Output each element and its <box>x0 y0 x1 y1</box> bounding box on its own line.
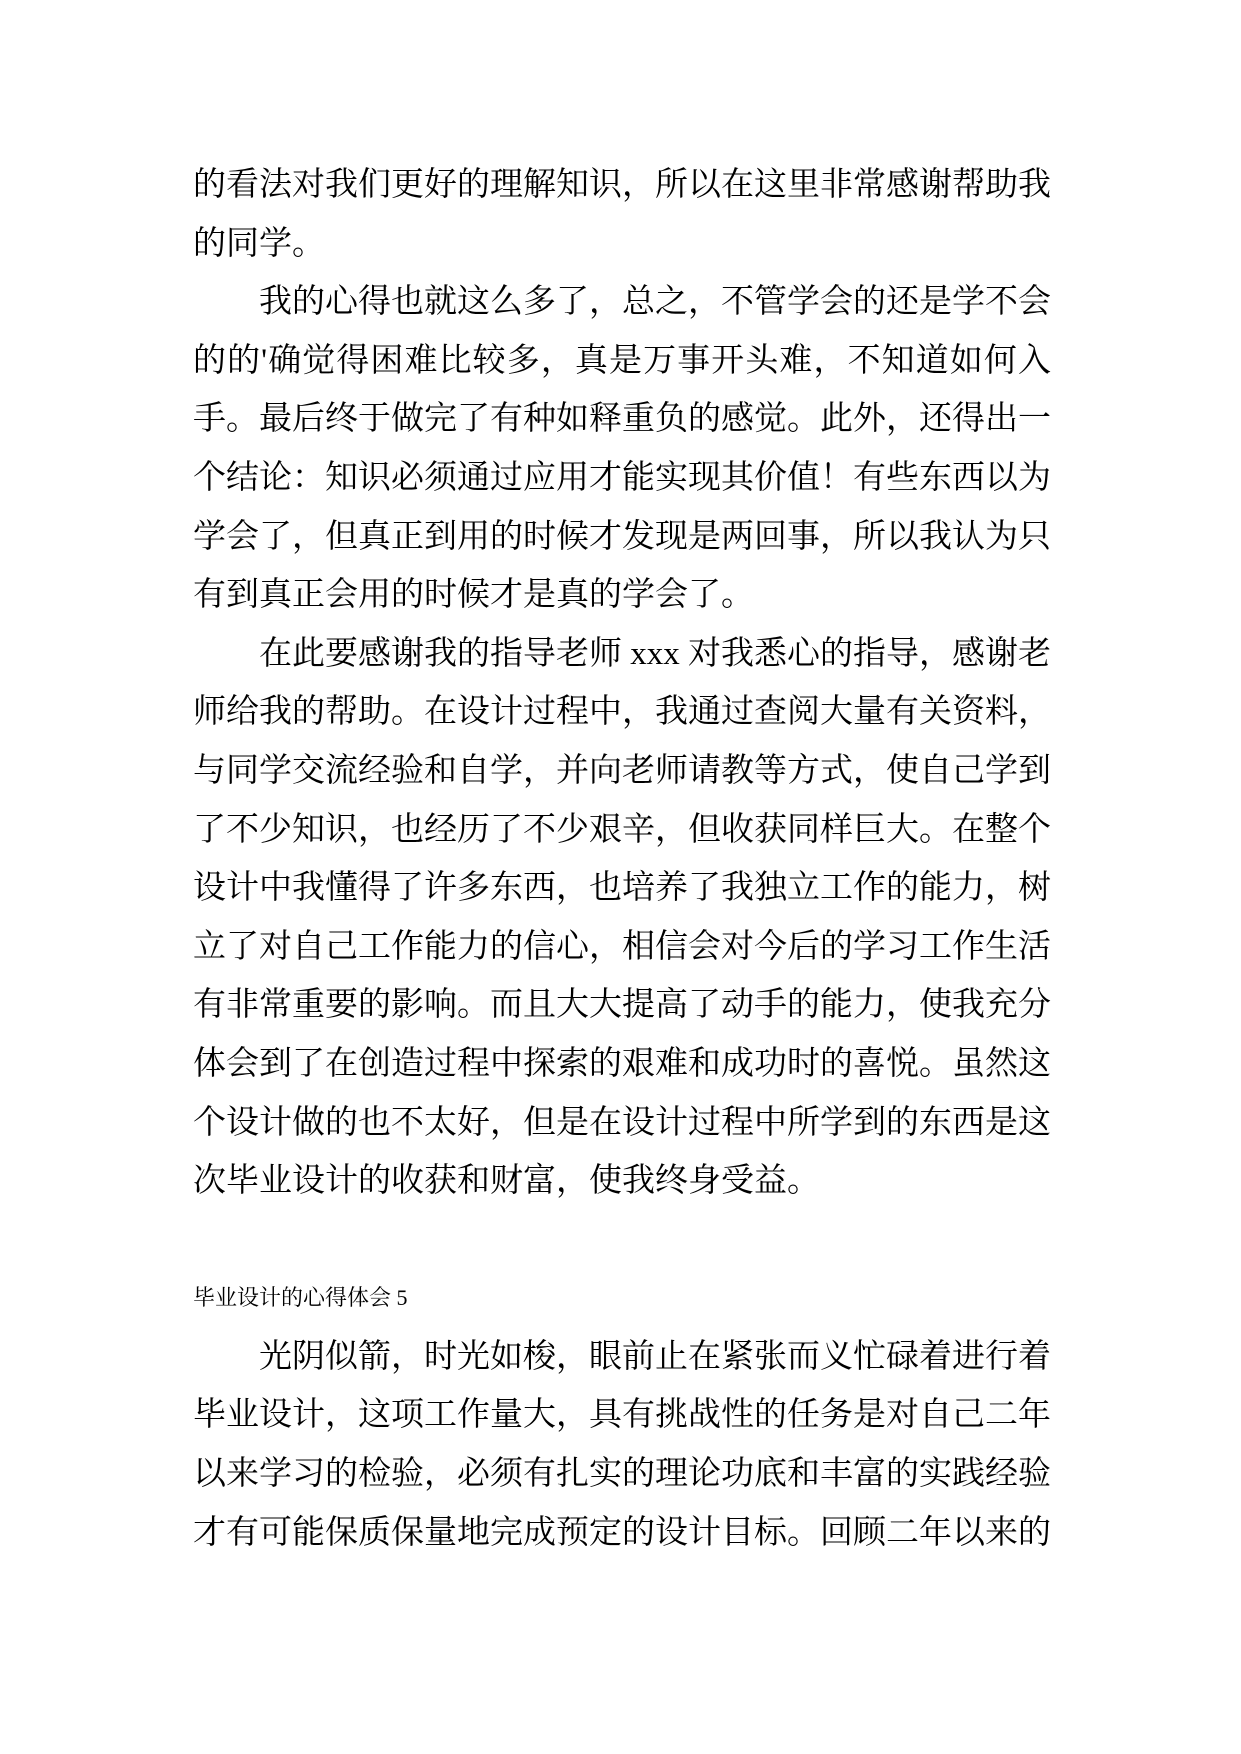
paragraph-line: 了不少知识，也经历了不少艰辛，但收获同样巨大。在整个 <box>193 811 1051 848</box>
paragraph-line: 的同学。 <box>193 225 325 262</box>
paragraph <box>193 156 1051 273</box>
section <box>193 1269 1051 1562</box>
section <box>193 156 1051 1211</box>
paragraph-line: 光阴似箭，时光如梭，眼前止在紧张而义忙碌着进行着 <box>259 1338 1051 1375</box>
paragraph-line: 手。最后终于做完了有种如释重负的感觉。此外，还得出一 <box>193 401 1051 438</box>
paragraph-line: 我的心得也就这么多了，总之，不管学会的还是学不会 <box>259 284 1051 321</box>
paragraph-line: 的的'确觉得困难比较多，真是万事开头难，不知道如何入 <box>193 342 1051 379</box>
paragraph-line: 才有可能保质保量地完成预定的设计目标。回顾二年以来的 <box>193 1514 1051 1551</box>
paragraph <box>193 1328 1051 1562</box>
blank-line <box>193 1211 1051 1270</box>
paragraph-line: 以来学习的检验，必须有扎实的理论功底和丰富的实践经验 <box>193 1456 1051 1493</box>
paragraph <box>193 273 1051 625</box>
paragraph-line: 有到真正会用的时候才是真的学会了。 <box>193 577 754 614</box>
paragraph-line: 毕业设计，这项工作量大，具有挑战性的任务是对自己二年 <box>193 1397 1051 1434</box>
paragraph-line: 个结论：知识必须通过应用才能实现其价值！有些东西以为 <box>193 459 1051 496</box>
section-heading: 毕业设计的心得体会 5 <box>193 1285 408 1311</box>
paragraph-line: 次毕业设计的收获和财富，使我终身受益。 <box>193 1163 820 1200</box>
paragraph-line: 在此要感谢我的指导老师 xxx 对我悉心的指导，感谢老 <box>259 635 1051 672</box>
paragraph-line: 有非常重要的影响。而且大大提高了动手的能力，使我充分 <box>193 987 1051 1024</box>
paragraph-line: 的看法对我们更好的理解知识，所以在这里非常感谢帮助我 <box>193 167 1051 203</box>
paragraph-line: 体会到了在创造过程中探索的艰难和成功时的喜悦。虽然这 <box>193 1045 1051 1082</box>
document-body <box>193 156 1051 1562</box>
paragraph-line: 个设计做的也不太好，但是在设计过程中所学到的东西是这 <box>193 1104 1051 1141</box>
paragraph-line: 立了对自己工作能力的信心，相信会对今后的学习工作生活 <box>193 928 1051 965</box>
paragraph <box>193 625 1051 1211</box>
paragraph-line: 设计中我懂得了许多东西，也培养了我独立工作的能力，树 <box>193 870 1051 907</box>
paragraph-line: 与同学交流经验和自学，并向老师请教等方式，使自己学到 <box>193 752 1051 789</box>
paragraph-line: 师给我的帮助。在设计过程中，我通过查阅大量有关资料， <box>193 694 1051 731</box>
paragraph-line: 学会了，但真正到用的时候才发现是两回事，所以我认为只 <box>193 518 1051 555</box>
